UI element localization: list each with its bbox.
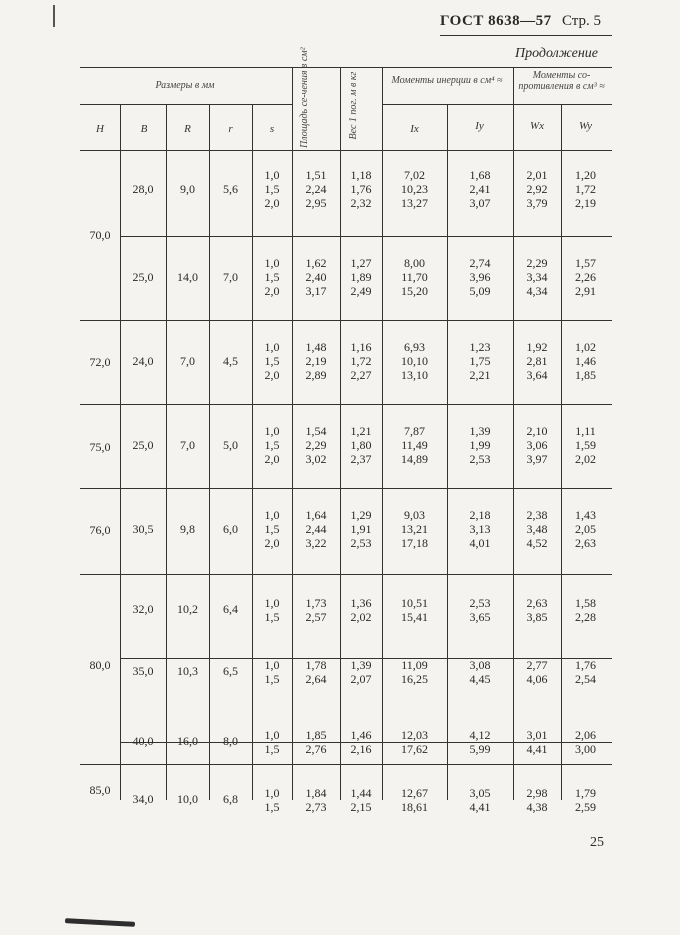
cell-Wy: 2,06 3,00 <box>575 728 596 756</box>
cell-Iy: 3,08 4,45 <box>469 658 491 686</box>
cell-r: 8,0 <box>223 734 238 748</box>
cell-Wy: 1,76 2,54 <box>575 658 596 686</box>
col-header-Wx: Wx <box>529 120 545 132</box>
cell-G: 1,44 2,15 <box>350 786 372 814</box>
cell-G: 1,36 2,02 <box>350 596 372 624</box>
cell-F: 1,78 2,64 <box>305 658 327 686</box>
cell-F: 1,51 2,24 2,95 <box>305 168 327 210</box>
column-divider <box>209 104 210 800</box>
column-divider <box>166 104 167 800</box>
cell-F: 1,54 2,29 3,02 <box>305 424 327 466</box>
stain-mark <box>65 918 135 927</box>
header-bottom-rule <box>80 150 612 151</box>
cell-R: 10,0 <box>177 792 198 806</box>
col-header-s: s <box>269 123 275 135</box>
cell-Ix: 7,87 11,49 14,89 <box>401 424 428 466</box>
cell-F: 1,84 2,73 <box>305 786 327 814</box>
cell-s: 1,0 1,5 <box>264 658 280 686</box>
cell-Iy: 4,12 5,99 <box>469 728 491 756</box>
inertia-group-header: Моменты инерции в см⁴ ≈ <box>391 75 503 86</box>
cell-Iy: 1,68 2,41 3,07 <box>469 168 491 210</box>
row-separator <box>80 488 612 489</box>
page-label: Стр. 5 <box>562 13 602 29</box>
cell-r: 4,5 <box>223 354 238 368</box>
cell-H: 75,0 <box>89 440 111 454</box>
cell-B: 25,0 <box>132 438 154 452</box>
cell-F: 1,64 2,44 3,22 <box>305 508 327 550</box>
row-separator <box>80 404 612 405</box>
cell-R: 7,0 <box>180 354 195 368</box>
cell-r: 6,8 <box>223 792 238 806</box>
cell-Iy: 1,39 1,99 2,53 <box>469 424 491 466</box>
table-top-rule <box>80 67 612 68</box>
col-header-area: Площадь се-чения в см² <box>299 47 310 148</box>
cell-B: 25,0 <box>132 270 154 284</box>
cell-Iy: 2,53 3,65 <box>469 596 491 624</box>
resist-group-header: Моменты со-противления в см³ ≈ <box>518 70 605 92</box>
row-separator <box>80 764 612 765</box>
cell-B: 34,0 <box>132 792 154 806</box>
cell-H: 76,0 <box>89 523 111 537</box>
cell-Iy: 2,74 3,96 5,09 <box>469 256 491 298</box>
cell-G: 1,21 1,80 2,37 <box>350 424 372 466</box>
cell-Wx: 1,92 2,81 3,64 <box>526 340 548 382</box>
col-header-r: r <box>228 123 233 135</box>
cell-G: 1,18 1,76 2,32 <box>350 168 372 210</box>
cell-Iy: 1,23 1,75 2,21 <box>469 340 491 382</box>
cell-R: 16,0 <box>177 734 198 748</box>
row-separator <box>80 574 612 575</box>
document-code: ГОСТ 8638—57 <box>440 13 552 29</box>
cell-Wy: 1,11 1,59 2,02 <box>575 424 596 466</box>
cell-Wy: 1,43 2,05 2,63 <box>575 508 596 550</box>
sizes-subheader-rule <box>80 104 292 105</box>
cell-Ix: 11,09 16,25 <box>401 658 428 686</box>
cell-s: 1,0 1,5 2,0 <box>264 508 280 550</box>
cell-B: 40,0 <box>132 734 154 748</box>
cell-H: 85,0 <box>89 783 111 797</box>
moments-subheader-rule <box>382 104 612 105</box>
cell-Wx: 2,63 3,85 <box>526 596 548 624</box>
cell-Wx: 2,98 4,38 <box>526 786 548 814</box>
cell-Wy: 1,58 2,28 <box>575 596 596 624</box>
cell-r: 7,0 <box>223 270 238 284</box>
cell-Iy: 2,18 3,13 4,01 <box>469 508 491 550</box>
cell-Wx: 2,77 4,06 <box>526 658 548 686</box>
cell-B: 28,0 <box>132 182 154 196</box>
cell-R: 9,0 <box>180 182 195 196</box>
cell-Ix: 12,03 17,62 <box>401 728 428 756</box>
cell-R: 7,0 <box>180 438 195 452</box>
cell-Wx: 2,29 3,34 4,34 <box>526 256 548 298</box>
cell-Ix: 8,00 11,70 15,20 <box>401 256 428 298</box>
cell-r: 5,6 <box>223 182 238 196</box>
cell-Wx: 2,10 3,06 3,97 <box>526 424 548 466</box>
page-number: 25 <box>590 835 604 850</box>
cell-G: 1,46 2,16 <box>350 728 372 756</box>
cell-Ix: 9,03 13,21 17,18 <box>401 508 428 550</box>
col-header-weight: Вес 1 пог. м в кг <box>348 71 359 140</box>
cell-Wx: 3,01 4,41 <box>526 728 548 756</box>
cell-F: 1,62 2,40 3,17 <box>305 256 327 298</box>
cell-s: 1,0 1,5 2,0 <box>264 340 280 382</box>
column-divider <box>120 104 121 800</box>
cell-Wx: 2,38 3,48 4,52 <box>526 508 548 550</box>
col-header-B: B <box>140 123 148 135</box>
cell-s: 1,0 1,5 2,0 <box>264 424 280 466</box>
cell-Ix: 10,51 15,41 <box>401 596 428 624</box>
cell-R: 10,2 <box>177 602 198 616</box>
cell-B: 24,0 <box>132 354 154 368</box>
cell-Wy: 1,57 2,26 2,91 <box>575 256 596 298</box>
cell-B: 30,5 <box>132 522 154 536</box>
col-header-Iy: Iy <box>475 120 484 132</box>
cell-Wy: 1,02 1,46 1,85 <box>575 340 596 382</box>
cell-G: 1,27 1,89 2,49 <box>350 256 372 298</box>
cell-Ix: 12,67 18,61 <box>401 786 428 814</box>
cell-s: 1,0 1,5 <box>264 786 280 814</box>
cell-R: 9,8 <box>180 522 195 536</box>
cell-r: 5,0 <box>223 438 238 452</box>
cell-H: 80,0 <box>89 658 111 672</box>
cell-G: 1,39 2,07 <box>350 658 372 686</box>
col-header-H: H <box>96 123 104 135</box>
cell-r: 6,5 <box>223 664 238 678</box>
cell-Ix: 6,93 10,10 13,10 <box>401 340 428 382</box>
cell-H: 72,0 <box>89 355 111 369</box>
cell-F: 1,73 2,57 <box>305 596 327 624</box>
continuation-label: Продолжение <box>515 46 598 61</box>
cell-G: 1,16 1,72 2,27 <box>350 340 372 382</box>
row-separator <box>120 236 612 237</box>
cell-R: 10,3 <box>177 664 198 678</box>
cell-Wy: 1,20 1,72 2,19 <box>575 168 596 210</box>
cell-s: 1,0 1,5 2,0 <box>264 256 280 298</box>
cell-Ix: 7,02 10,23 13,27 <box>401 168 428 210</box>
cell-s: 1,0 1,5 2,0 <box>264 168 280 210</box>
row-separator <box>80 320 612 321</box>
cell-F: 1,48 2,19 2,89 <box>305 340 327 382</box>
cell-Wx: 2,01 2,92 3,79 <box>526 168 548 210</box>
cell-R: 14,0 <box>177 270 198 284</box>
cell-r: 6,4 <box>223 602 238 616</box>
col-header-Ix: Ix <box>410 123 419 135</box>
cell-s: 1,0 1,5 <box>264 596 280 624</box>
cell-G: 1,29 1,91 2,53 <box>350 508 372 550</box>
margin-mark <box>53 5 55 27</box>
cell-F: 1,85 2,76 <box>305 728 327 756</box>
cell-B: 35,0 <box>132 664 154 678</box>
header-rule <box>440 35 612 36</box>
cell-Iy: 3,05 4,41 <box>469 786 491 814</box>
col-header-R: R <box>184 123 191 135</box>
cell-H: 70,0 <box>89 228 111 242</box>
cell-B: 32,0 <box>132 602 154 616</box>
col-header-Wy: Wy <box>578 120 593 132</box>
cell-s: 1,0 1,5 <box>264 728 280 756</box>
cell-r: 6,0 <box>223 522 238 536</box>
sizes-group-header: Размеры в мм <box>155 80 215 91</box>
cell-Wy: 1,79 2,59 <box>575 786 596 814</box>
